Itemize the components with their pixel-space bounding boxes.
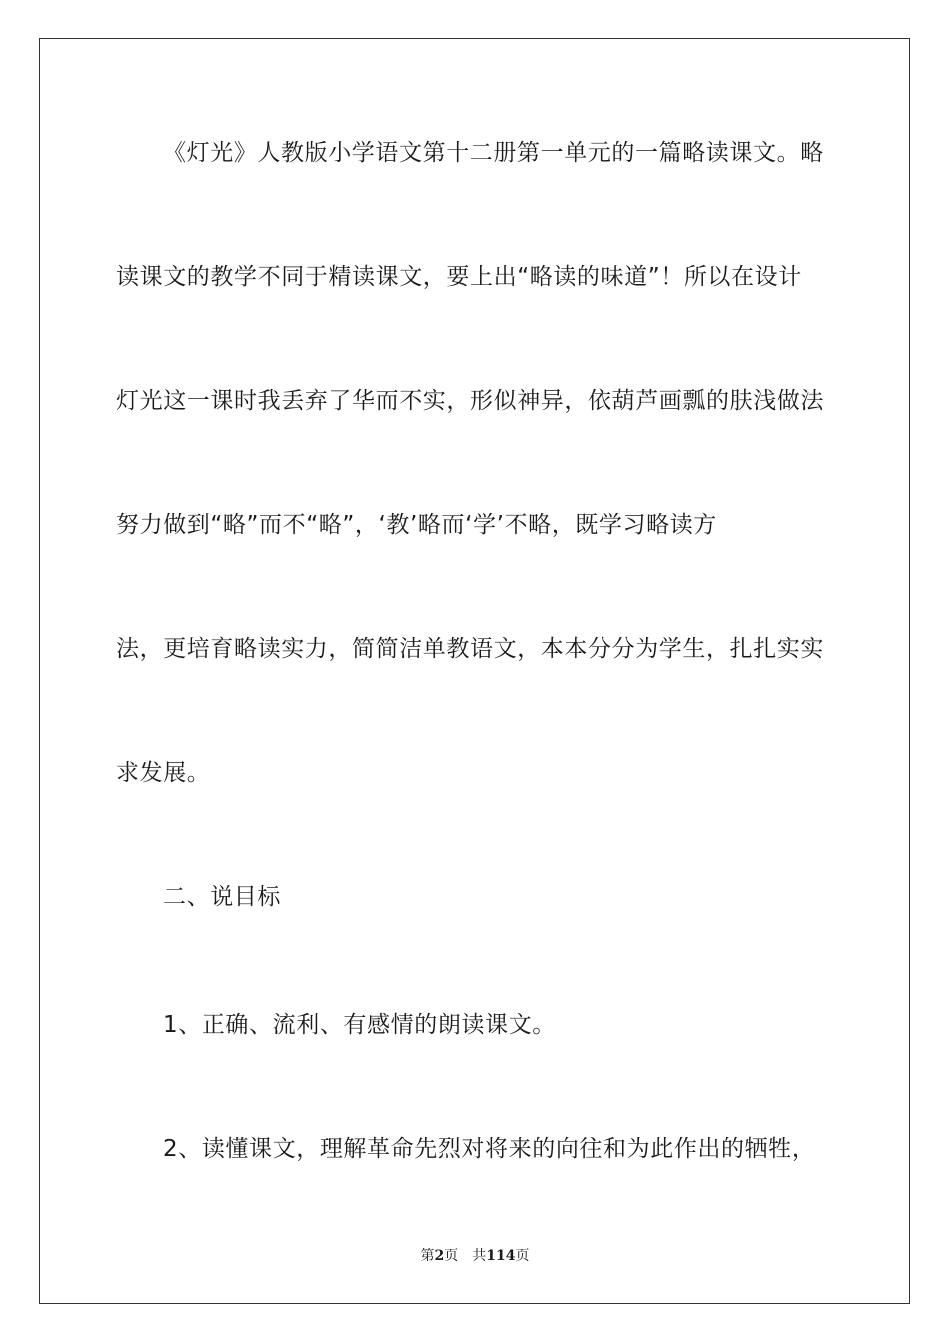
goal-item-1: 1、正确、流利、有感情的朗读课文。 bbox=[163, 1012, 556, 1038]
paragraph-line-6: 求发展。 bbox=[116, 760, 211, 786]
paragraph-line-3: 灯光这一课时我丢弃了华而不实，形似神异，依葫芦画瓢的肤浅做法 bbox=[116, 388, 824, 414]
paragraph-line-5: 法，更培育略读实力，简简洁单教语文，本本分分为学生，扎扎实实 bbox=[116, 636, 824, 662]
footer-page-suffix: 页 bbox=[444, 1248, 459, 1264]
section-heading: 二、说目标 bbox=[163, 884, 281, 910]
goal-item-2: 2、读懂课文，理解革命先烈对将来的向往和为此作出的牺牲， bbox=[163, 1136, 816, 1162]
footer-page-number: 2 bbox=[434, 1248, 445, 1264]
footer-page-prefix: 第 bbox=[420, 1248, 435, 1264]
paragraph-line-2: 读课文的教学不同于精读课文，要上出“略读的味道”！所以在设计 bbox=[116, 264, 802, 290]
page-footer bbox=[0, 1247, 950, 1265]
footer-total-suffix: 页 bbox=[515, 1248, 530, 1264]
paragraph-line-1: 《灯光》人教版小学语文第十二册第一单元的一篇略读课文。略 bbox=[163, 140, 824, 166]
page-border bbox=[39, 38, 910, 1304]
paragraph-line-4: 努力做到“略”而不“略”，‘教’略而‘学’不略，既学习略读方 bbox=[116, 512, 717, 538]
footer-total-prefix: 共 bbox=[472, 1248, 487, 1264]
footer-total-pages: 114 bbox=[486, 1248, 516, 1264]
